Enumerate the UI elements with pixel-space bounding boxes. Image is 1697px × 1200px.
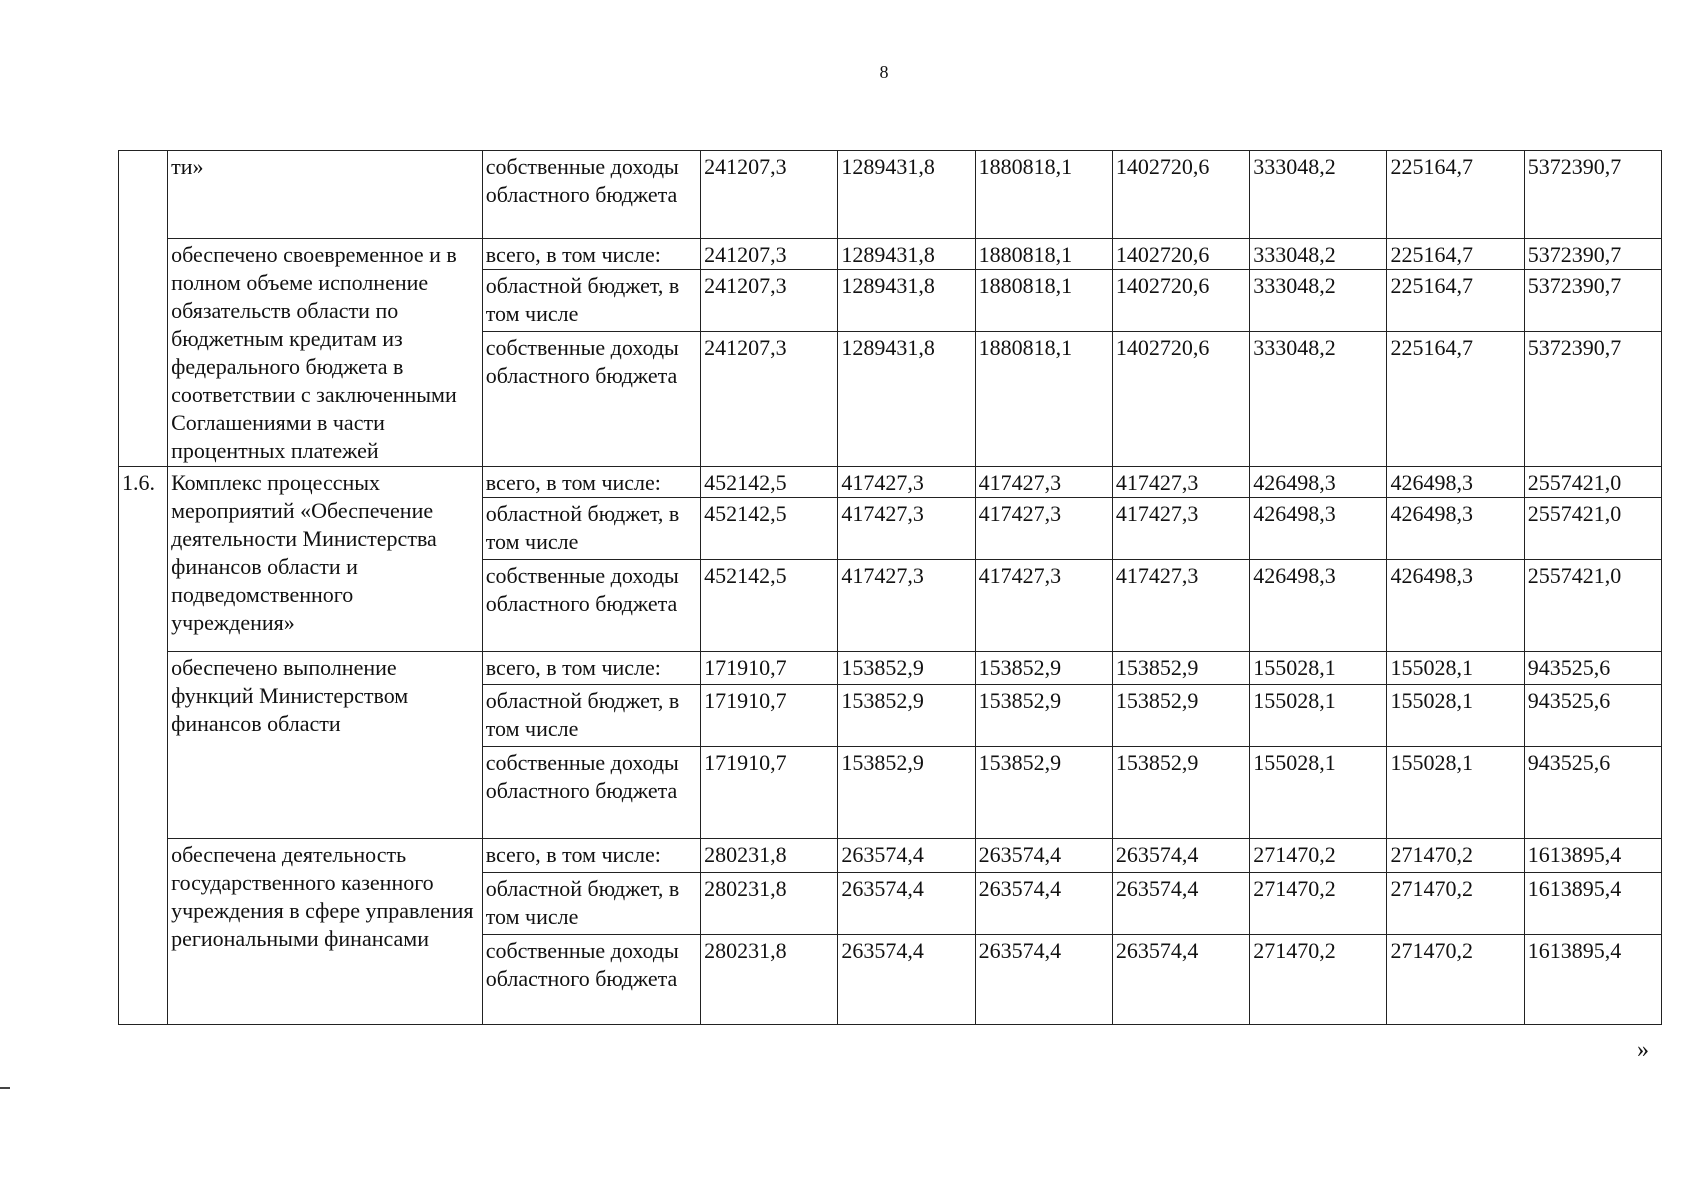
table-row: [119, 151, 1662, 239]
row-name-cell: обеспечено своевременное и в полном объеме исполнение обязательств области по бюджетным кредитам из федерального бюджета в соответствии с заключенными Соглашениями в части процентных платежей: [168, 239, 483, 467]
value-cell: 280231,8: [701, 839, 838, 873]
value-cell: 5372390,7: [1524, 270, 1661, 332]
row-number-cell: [119, 239, 168, 467]
table-row: [119, 239, 1662, 270]
value-cell: 452142,5: [701, 560, 838, 652]
value-cell: 271470,2: [1250, 873, 1387, 935]
value-cell: 263574,4: [838, 839, 975, 873]
funding-source-cell: областной бюджет, в том числе: [482, 498, 700, 560]
margin-mark: [0, 1087, 10, 1089]
value-cell: 153852,9: [975, 747, 1112, 839]
value-cell: 2557421,0: [1524, 467, 1661, 498]
funding-source-cell: собственные доходы областного бюджета: [482, 560, 700, 652]
value-cell: 271470,2: [1387, 839, 1524, 873]
value-cell: 1613895,4: [1524, 935, 1661, 1025]
value-cell: 417427,3: [975, 467, 1112, 498]
value-cell: 263574,4: [975, 873, 1112, 935]
value-cell: 417427,3: [1112, 498, 1249, 560]
funding-source-cell: всего, в том числе:: [482, 467, 700, 498]
value-cell: 426498,3: [1250, 560, 1387, 652]
value-cell: 171910,7: [701, 652, 838, 685]
value-cell: 2557421,0: [1524, 560, 1661, 652]
value-cell: 5372390,7: [1524, 332, 1661, 467]
funding-source-cell: собственные доходы областного бюджета: [482, 151, 700, 239]
value-cell: 241207,3: [701, 239, 838, 270]
budget-table: [118, 150, 1662, 1025]
value-cell: 417427,3: [1112, 467, 1249, 498]
value-cell: 426498,3: [1250, 498, 1387, 560]
value-cell: 271470,2: [1250, 839, 1387, 873]
value-cell: 225164,7: [1387, 151, 1524, 239]
value-cell: 155028,1: [1387, 652, 1524, 685]
value-cell: 452142,5: [701, 498, 838, 560]
value-cell: 225164,7: [1387, 239, 1524, 270]
value-cell: 333048,2: [1250, 239, 1387, 270]
value-cell: 417427,3: [838, 498, 975, 560]
value-cell: 155028,1: [1387, 747, 1524, 839]
row-name-cell: ти»: [168, 151, 483, 239]
value-cell: 943525,6: [1524, 652, 1661, 685]
value-cell: 426498,3: [1250, 467, 1387, 498]
value-cell: 171910,7: [701, 685, 838, 747]
funding-source-cell: всего, в том числе:: [482, 652, 700, 685]
value-cell: 1880818,1: [975, 151, 1112, 239]
value-cell: 417427,3: [1112, 560, 1249, 652]
value-cell: 171910,7: [701, 747, 838, 839]
value-cell: 263574,4: [975, 839, 1112, 873]
value-cell: 943525,6: [1524, 685, 1661, 747]
value-cell: 2557421,0: [1524, 498, 1661, 560]
value-cell: 280231,8: [701, 935, 838, 1025]
row-name-cell: Комплекс процессных мероприятий «Обеспечение деятельности Министерства финансов области и подведомственного учреждения»: [168, 467, 483, 652]
value-cell: 153852,9: [1112, 747, 1249, 839]
value-cell: 1402720,6: [1112, 270, 1249, 332]
value-cell: 426498,3: [1387, 498, 1524, 560]
row-name-cell: обеспечено выполнение функций Министерством финансов области: [168, 652, 483, 839]
value-cell: 271470,2: [1387, 873, 1524, 935]
value-cell: 241207,3: [701, 270, 838, 332]
closing-quote: »: [1637, 1037, 1649, 1063]
funding-source-cell: областной бюджет, в том числе: [482, 270, 700, 332]
value-cell: 5372390,7: [1524, 151, 1661, 239]
value-cell: 263574,4: [838, 935, 975, 1025]
value-cell: 943525,6: [1524, 747, 1661, 839]
value-cell: 263574,4: [975, 935, 1112, 1025]
page-number: 8: [879, 62, 889, 82]
value-cell: 1402720,6: [1112, 239, 1249, 270]
value-cell: 263574,4: [1112, 873, 1249, 935]
value-cell: 426498,3: [1387, 467, 1524, 498]
funding-source-cell: областной бюджет, в том числе: [482, 873, 700, 935]
value-cell: 417427,3: [975, 560, 1112, 652]
value-cell: 1402720,6: [1112, 151, 1249, 239]
row-number-cell: 1.6.: [119, 467, 168, 1025]
value-cell: 263574,4: [838, 873, 975, 935]
value-cell: 1289431,8: [838, 332, 975, 467]
value-cell: 1880818,1: [975, 332, 1112, 467]
value-cell: 263574,4: [1112, 839, 1249, 873]
value-cell: 1613895,4: [1524, 873, 1661, 935]
table-row: [119, 839, 1662, 873]
value-cell: 333048,2: [1250, 332, 1387, 467]
value-cell: 155028,1: [1250, 652, 1387, 685]
value-cell: 1402720,6: [1112, 332, 1249, 467]
value-cell: 452142,5: [701, 467, 838, 498]
value-cell: 333048,2: [1250, 151, 1387, 239]
value-cell: 225164,7: [1387, 332, 1524, 467]
value-cell: 271470,2: [1387, 935, 1524, 1025]
value-cell: 1289431,8: [838, 270, 975, 332]
funding-source-cell: всего, в том числе:: [482, 239, 700, 270]
value-cell: 417427,3: [975, 498, 1112, 560]
value-cell: 417427,3: [838, 560, 975, 652]
value-cell: 1289431,8: [838, 239, 975, 270]
value-cell: 426498,3: [1387, 560, 1524, 652]
value-cell: 5372390,7: [1524, 239, 1661, 270]
value-cell: 241207,3: [701, 151, 838, 239]
value-cell: 153852,9: [838, 652, 975, 685]
value-cell: 155028,1: [1250, 685, 1387, 747]
value-cell: 153852,9: [1112, 685, 1249, 747]
value-cell: 153852,9: [975, 652, 1112, 685]
table-row: [119, 652, 1662, 685]
funding-source-cell: областной бюджет, в том числе: [482, 685, 700, 747]
value-cell: 225164,7: [1387, 270, 1524, 332]
funding-source-cell: собственные доходы областного бюджета: [482, 747, 700, 839]
funding-source-cell: собственные доходы областного бюджета: [482, 935, 700, 1025]
value-cell: 333048,2: [1250, 270, 1387, 332]
row-number-cell: [119, 151, 168, 239]
value-cell: 153852,9: [975, 685, 1112, 747]
value-cell: 1613895,4: [1524, 839, 1661, 873]
value-cell: 263574,4: [1112, 935, 1249, 1025]
value-cell: 1880818,1: [975, 270, 1112, 332]
value-cell: 271470,2: [1250, 935, 1387, 1025]
value-cell: 153852,9: [838, 685, 975, 747]
value-cell: 280231,8: [701, 873, 838, 935]
row-name-cell: обеспечена деятельность государственного казенного учреждения в сфере управления региональными финансами: [168, 839, 483, 1025]
value-cell: 155028,1: [1250, 747, 1387, 839]
value-cell: 155028,1: [1387, 685, 1524, 747]
value-cell: 241207,3: [701, 332, 838, 467]
value-cell: 1289431,8: [838, 151, 975, 239]
value-cell: 153852,9: [838, 747, 975, 839]
funding-source-cell: собственные доходы областного бюджета: [482, 332, 700, 467]
value-cell: 153852,9: [1112, 652, 1249, 685]
table-row: [119, 467, 1662, 498]
funding-source-cell: всего, в том числе:: [482, 839, 700, 873]
value-cell: 1880818,1: [975, 239, 1112, 270]
value-cell: 417427,3: [838, 467, 975, 498]
